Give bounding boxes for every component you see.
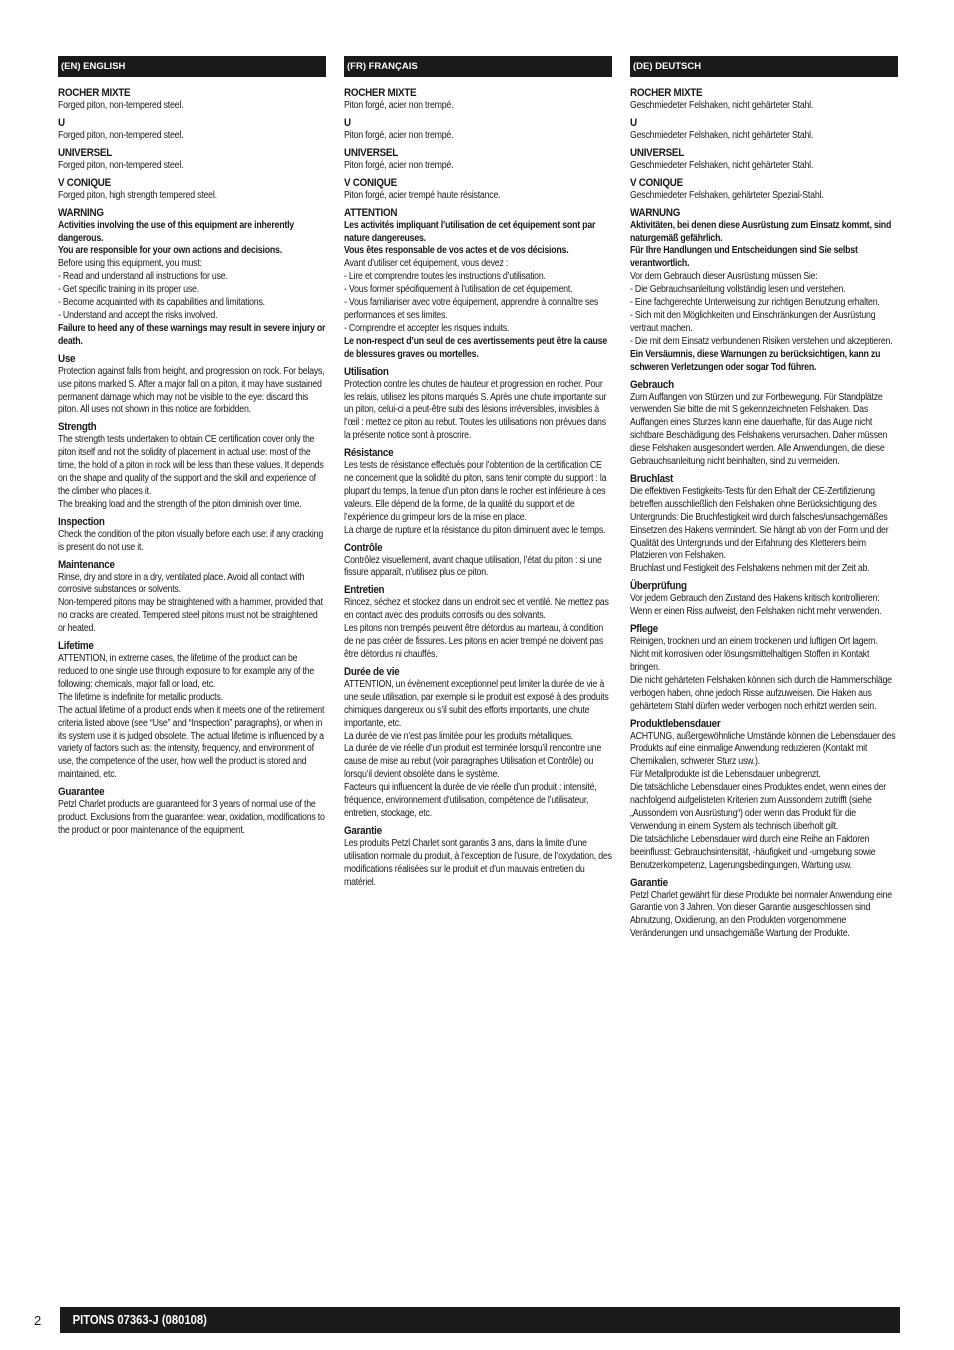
body-text: Forged piton, non-tempered steel. (58, 159, 184, 171)
section (344, 580, 612, 662)
section (630, 873, 898, 942)
body-text: Les tests de résistance effectués pour l’obtention de la certification CE ne concernent que la solidité du piton, sans tenir compte du support : la plupart du temps, la tenue d’un piton dans le rocher est inférieure à ces valeurs. Elle dépend de la forme, de la qualité du support et de l’expérience du grimpeur lors de la mise en place. (344, 460, 607, 523)
body-text: Facteurs qui influencent la durée de vie réelle d’un produit : intensité, fréquence, environnement d’utilisation, compétence de l’utilisateur, entretien, stockage, etc. (344, 782, 597, 819)
section (630, 143, 898, 173)
section-heading: Durée de vie (344, 665, 400, 678)
section (344, 662, 612, 821)
section (630, 83, 898, 113)
body-text: Avant d’utiliser cet équipement, vous devez : (344, 258, 509, 270)
section (630, 469, 898, 576)
body-text: Check the condition of the piton visually before each use: if any cracking is present do not use it. (58, 528, 324, 553)
body-text: Forged piton, non-tempered steel. (58, 100, 184, 111)
body-text: Geschmiedeter Felshaken, nicht gehärteter Stahl. (630, 159, 814, 171)
body-text: - Read and understand all instructions for use. (58, 271, 228, 283)
section-heading: Utilisation (344, 365, 389, 378)
section (344, 538, 612, 581)
body-text: Piton forgé, acier trempé haute résistance. (344, 189, 501, 201)
warning-text: Ein Versäumnis, diese Warnungen zu berücksichtigen, kann zu schweren Verletzungen oder sogar Tod führen. (630, 348, 881, 373)
sections-german (630, 83, 898, 941)
body-text: Geschmiedeter Felshaken, gehärteter Spezial-Stahl. (630, 189, 824, 201)
section (58, 512, 326, 555)
section-heading: Strength (58, 421, 97, 434)
body-text: - Die Gebrauchsanleitung vollständig lesen und verstehen. (630, 284, 846, 296)
body-text: - Die mit dem Einsatz verbundenen Risiken verstehen und akzeptieren. (630, 335, 893, 347)
body-text: Contrôlez visuellement, avant chaque utilisation, l’état du piton : si une fissure apparaît, n’utilisez plus ce piton. (344, 554, 602, 579)
body-text: Die tatsächliche Lebensdauer eines Produktes endet, wenn eines der nachfolgend aufgelisteten Kriterien zum Aussondern zutrifft (siehe „Aussondern von Ausrüstung“) oder wenn das Produkt für die Verwendung in einem System als technisch überholt gilt. (630, 782, 887, 832)
section-heading: ROCHER MIXTE (58, 87, 131, 99)
section (58, 113, 326, 143)
section-heading: UNIVERSEL (58, 146, 112, 159)
section (630, 619, 898, 713)
section-heading: ROCHER MIXTE (630, 87, 703, 99)
body-text: Die nicht gehärteten Felshaken können sich durch die Hammerschläge verbogen haben, ohne jedoch Risse aufzuweisen. Die Haken aus gehärtetem Stahl dürfen weder verbogen noch erhitzt werden sein. (630, 674, 892, 712)
section-heading: Résistance (344, 447, 394, 460)
column-english (58, 56, 326, 838)
section-heading: V CONIQUE (344, 176, 397, 189)
section-heading: Pflege (630, 623, 658, 636)
body-text: Zum Auffangen von Stürzen und zur Fortbewegung. Für Standplätze verwenden Sie bitte die mit S gekennzeichneten Felshaken. Das Auffangen eines Sturzes kann eine dauerhafte, für das Auge nicht sichtbare Beschädigung des Felshakens verursachen. Daher müssen diese Felshaken ausgesondert werden. Alle Anwendungen, die diese Gebrauchsanleitung nicht beinhalten, sind zu vermeiden. (630, 391, 888, 468)
section-heading: V CONIQUE (58, 176, 111, 189)
section (58, 173, 326, 203)
warning-text: Activities involving the use of this equipment are inherently dangerous. (58, 219, 294, 244)
section-heading: Überprüfung (630, 580, 687, 593)
body-text: Rincez, séchez et stockez dans un endroit sec et ventilé. Ne mettez pas en contact avec des produits corrosifs ou des solvants. (344, 597, 609, 622)
body-text: Rinse, dry and store in a dry, ventilated place. Avoid all contact with corrosive substances or solvents. (58, 571, 305, 596)
body-text: Non-tempered pitons may be straightened with a hammer, provided that no cracks are created. Tempered steel pitons must not be straightened or heated. (58, 597, 323, 635)
section (630, 375, 898, 469)
warning-text: Failure to heed any of these warnings may result in severe injury or death. (58, 322, 326, 347)
section (344, 83, 612, 113)
section-heading: U (58, 116, 65, 129)
body-text: Geschmiedeter Felshaken, nicht gehärteter Stahl. (630, 129, 814, 141)
section (344, 173, 612, 203)
body-text: Forged piton, non-tempered steel. (58, 129, 184, 141)
warning-text: You are responsible for your own actions and decisions. (58, 245, 282, 257)
body-text: - Vous former spécifiquement à l’utilisation de cet équipement. (344, 284, 573, 296)
body-text: La charge de rupture et la résistance du piton diminuent avec le temps. (344, 524, 606, 536)
body-text: - Comprendre et accepter les risques induits. (344, 322, 510, 334)
section-heading: Garantie (630, 876, 668, 889)
body-text: La durée de vie réelle d’un produit est terminée lorsqu’il rencontre une cause de mise au rebut (voir paragraphes Utilisation et Contrôle) ou lorsqu’il devient obsolète dans le système. (344, 743, 602, 781)
body-text: Die effektiven Festigkeits-Tests für den Erhalt der CE-Zertifizierung betreffen ausschließlich den Felshaken ohne Berücksichtigung des Untergrunds: Die Bruchfestigkeit wird durch falsches/unsachgemäßes Einsetzen des Hakens vermindert. Sie hängt ab von der Form und der Qualität des Untergrunds und der Erfahrung des Kletterers beim Platzieren von Felshaken. (630, 485, 889, 562)
document-title: PITONS 07363-J (080108) (72, 1313, 207, 1327)
body-text: Forged piton, high strength tempered steel. (58, 189, 217, 201)
section-heading: Guarantee (58, 786, 105, 799)
body-text: The lifetime is indefinite for metallic products. (58, 691, 223, 703)
body-text: ATTENTION, in extreme cases, the lifetime of the product can be reduced to one single use through exposure to for example any of the following: chemicals, major fall or load, etc. (58, 653, 315, 690)
section (58, 203, 326, 349)
body-text: Petzl Charlet gewährt für diese Produkte bei normaler Anwendung eine Garantie von 3 Jahren. Von dieser Garantie ausgeschlossen sind Abnutzung, Oxidierung, an den Produkten vorgenommene Veränderungen und unsachgemäße Wartung der Produkte. (630, 889, 892, 940)
section-heading: ATTENTION (344, 206, 398, 219)
section (344, 143, 612, 173)
warning-text: Für Ihre Handlungen und Entscheidungen sind Sie selbst verantwortlich. (630, 245, 858, 270)
body-text: Les produits Petzl Charlet sont garantis 3 ans, dans la limite d’une utilisation normale du produit, à l’exception de l’usure, de l’oxydation, des modifications réalisées sur le produit et d’un mauvais entretien du matériel. (344, 837, 612, 888)
body-text: The strength tests undertaken to obtain CE certification cover only the piton itself and not the solidity of placement in actual use: most of the time, the hold of a piton in rock will be less than these values. It depends on the shape and quality of the support and the skill and experience of the climber who places it. (58, 434, 324, 497)
body-text: ACHTUNG, außergewöhnliche Umstände können die Lebensdauer des Produkts auf eine einmalige Anwendung reduzieren (Kontakt mit Chemikalien, schwerer Sturz usw.). (630, 730, 896, 768)
section-heading: Entretien (344, 584, 385, 597)
body-text: Piton forgé, acier non trempé. (344, 129, 454, 141)
body-text: Petzl Charlet products are guaranteed for 3 years of normal use of the product. Exclusions from the guarantee: wear, oxidation, modifications to the product or poor maintenance of the equipment. (58, 799, 325, 836)
section-heading: Lifetime (58, 640, 94, 653)
body-text: Vor dem Gebrauch dieser Ausrüstung müssen Sie: (630, 271, 818, 283)
language-header-english: (EN) ENGLISH (58, 56, 326, 77)
body-text: Protection against falls from height, and progression on rock. For belays, use pitons marked S. After a major fall on a piton, it may have sustained permanent damage which may not be visible to the eye: discard this piton. All uses not shown in this notice are forbidden. (58, 365, 325, 416)
column-german (630, 56, 898, 941)
section-heading: WARNING (58, 206, 104, 219)
column-french (344, 56, 612, 890)
body-text: - Vous familiariser avec votre équipement, apprendre à connaître ses performances et ses limites. (344, 297, 599, 321)
section-heading: ROCHER MIXTE (344, 87, 417, 99)
section-heading: V CONIQUE (630, 176, 683, 189)
section-heading: U (344, 116, 351, 129)
page-number: 2 (34, 1313, 42, 1328)
warning-text: Les activités impliquant l’utilisation de cet équipement sont par nature dangereuses. (344, 219, 596, 244)
body-text: - Eine fachgerechte Unterweisung zur richtigen Benutzung erhalten. (630, 297, 880, 309)
section (58, 636, 326, 782)
section-heading: U (630, 116, 637, 129)
section-heading: Bruchlast (630, 472, 674, 485)
body-text: Protection contre les chutes de hauteur et progression en rocher. Pour les relais, utilisez les pitons marqués S. Après une chute importante sur un piton, celui-ci a peut-être subi des lésions irréversibles, invisibles à l’œil : mettez ce piton au rebut. Toutes les utilisations non prévues dans la présente notice sont à proscrire. (344, 378, 607, 442)
section (630, 173, 898, 203)
body-text: - Sich mit den Möglichkeiten und Einschränkungen der Ausrüstung vertraut machen. (630, 309, 876, 334)
body-text: Before using this equipment, you must: (58, 258, 202, 270)
body-text: Die tatsächliche Lebensdauer wird durch eine Reihe an Faktoren beeinflusst: Gebrauchsintensität, -häufigkeit und -umgebung sowie Benutzerkompetenz, Lagerungsbedingungen, Wartung usw. (630, 833, 876, 871)
warning-text: Vous êtes responsable de vos actes et de vos décisions. (344, 245, 569, 257)
section (630, 576, 898, 619)
section (630, 203, 898, 375)
body-text: Les pitons non trempés peuvent être détordus au marteau, à condition de ne pas créer de fissures. Les pitons en acier trempé ne doivent pas être détordus ni chauffés. (344, 623, 604, 660)
body-text: ATTENTION, un évènement exceptionnel peut limiter la durée de vie à une seule utilisation, par exemple si le produit est exposé à des produits chimiques dangereux ou s’il subit des efforts importants, une chute importante, etc. (344, 678, 609, 729)
section (630, 714, 898, 873)
body-text: The breaking load and the strength of the piton diminish over time. (58, 498, 302, 510)
language-header-german: (DE) DEUTSCH (630, 56, 898, 77)
body-text: Bruchlast und Festigkeit des Felshakens nehmen mit der Zeit ab. (630, 563, 870, 575)
section-heading: Inspection (58, 515, 105, 528)
body-text: Reinigen, trocknen und an einem trockenen und luftigen Ort lagern. Nicht mit korrosiven oder lösungsmittelhaltigen Stoffen in Kontakt bringen. (630, 636, 878, 673)
section (344, 362, 612, 444)
section-heading: Produktlebensdauer (630, 717, 721, 730)
section-heading: Gebrauch (630, 378, 674, 391)
body-text: Vor jedem Gebrauch den Zustand des Hakens kritisch kontrollieren: Wenn er einen Riss aufweist, den Felshaken nicht mehr verwenden. (630, 593, 882, 618)
section (344, 113, 612, 143)
section (58, 83, 326, 113)
warning-text: Aktivitäten, bei denen diese Ausrüstung zum Einsatz kommt, sind naturgemäß gefährlich. (630, 219, 892, 244)
section (58, 782, 326, 838)
body-text: - Become acquainted with its capabilities and limitations. (58, 297, 265, 309)
section (58, 143, 326, 173)
section (58, 555, 326, 637)
body-text: Piton forgé, acier non trempé. (344, 159, 454, 171)
sections-english (58, 83, 326, 838)
body-text: Piton forgé, acier non trempé. (344, 100, 454, 111)
body-text: Für Metallprodukte ist die Lebensdauer unbegrenzt. (630, 769, 821, 781)
section-heading: UNIVERSEL (630, 146, 684, 159)
section-heading: Maintenance (58, 558, 115, 571)
section (58, 349, 326, 418)
sections-french (344, 83, 612, 890)
section-heading: WARNUNG (630, 206, 681, 219)
section-heading: Contrôle (344, 541, 383, 554)
section (344, 203, 612, 362)
language-header-french: (FR) FRANÇAIS (344, 56, 612, 77)
section (58, 417, 326, 511)
body-text: The actual lifetime of a product ends when it meets one of the retirement criteria listed above (see “Use” and “Inspection” paragraphs), or when in its system use it is judged obsolete. The actual lifetime is influenced by a variety of factors such as: the intensity, frequency, and environment of use, the competence of the user, how well the product is stored and maintained, etc. (58, 704, 325, 781)
body-text: Geschmiedeter Felshaken, nicht gehärteter Stahl. (630, 100, 814, 111)
section (630, 113, 898, 143)
body-text: - Get specific training in its proper use. (58, 284, 199, 296)
section (344, 443, 612, 537)
footer-bar (60, 1307, 900, 1333)
section-heading: UNIVERSEL (344, 146, 398, 159)
section-heading: Garantie (344, 824, 382, 837)
body-text: - Understand and accept the risks involved. (58, 309, 218, 321)
body-text: - Lire et comprendre toutes les instructions d’utilisation. (344, 271, 546, 283)
section (344, 821, 612, 890)
body-text: La durée de vie n’est pas limitée pour les produits métalliques. (344, 730, 574, 742)
warning-text: Le non-respect d’un seul de ces avertissements peut être la cause de blessures graves ou mortelles. (344, 335, 608, 360)
section-heading: Use (58, 352, 76, 365)
